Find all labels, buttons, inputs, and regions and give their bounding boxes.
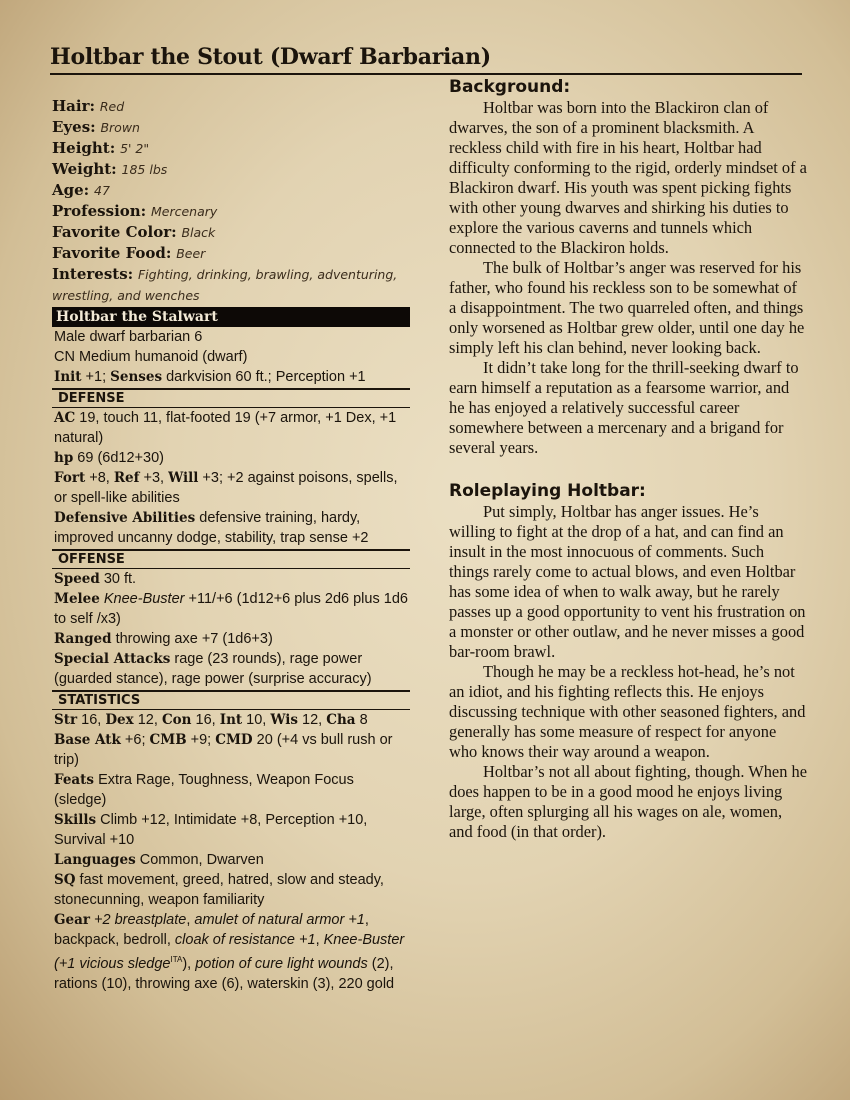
melee-attack [52,589,410,629]
gear-text: (2), rations (10), throwing axe (6), waterskin (3), 220 gold [54,955,395,992]
statistics-header: STATISTICS [52,690,410,710]
defense-header: DEFENSE [52,388,410,408]
stat-value: 30 ft. [103,571,137,587]
profile-value: Brown [100,120,140,135]
stat-value: Common, Dwarven [139,852,264,868]
creature-type: CN Medium humanoid (dwarf) [54,349,248,365]
stat-label: Dex [105,712,134,728]
gear-item: amulet of natural armor +1 [194,912,365,928]
profile-label: Favorite Color: [52,223,177,241]
profile-value: 5' 2" [120,141,150,156]
stat-label: hp [54,450,74,466]
gear-superscript: ITA [170,955,183,964]
stat-label: Base Atk [54,732,121,748]
profile-interests [52,264,422,306]
stat-label: Cha [326,712,356,728]
profile-label: Eyes: [52,118,96,136]
stat-block [52,307,410,994]
profile-label: Height: [52,139,116,157]
stat-value: 16, [195,712,216,728]
profile-label: Weight: [52,160,117,178]
profile-label: Favorite Food: [52,244,172,262]
stat-value: +3, [143,470,165,486]
offense-header: OFFENSE [52,549,410,569]
stat-value: +3; +2 against poisons, spells, or spell-like abilities [54,470,398,506]
profile-favorite-color [52,222,422,243]
stat-value: +11/+6 (1d12+6 plus 2d6 plus 1d6 to self /x3) [54,591,408,627]
profile-weight [52,159,422,180]
stat-label: Str [54,712,78,728]
gear-item: Knee-Buster (+1 vicious sledge [54,932,405,972]
profile-height [52,138,422,159]
stat-label: Fort [54,470,86,486]
stat-label: Defensive Abilities [54,510,196,526]
stat-value: throwing axe +7 (1d6+3) [115,631,273,647]
gear-item: potion of cure light wounds [195,955,368,972]
stat-value: 12, [137,712,158,728]
background-paragraph: The bulk of Holtbar’s anger was reserved for his father, who found his reckless son to be somewhat of a disappointment. The two quarreled often, and things only worsened as Holtbar grew older, until one day he simply left his clan behind, never looking back. [449,258,805,357]
stat-label: Speed [54,571,100,587]
stat-label: Con [161,712,192,728]
background-paragraph: Holtbar was born into the Blackiron clan of dwarves, the son of a prominent blacksmith. A reckless child with fire in his heart, Holtbar had difficulty conforming to the rigid, orderly mindset of a Blackiron dwarf. His youth was spent picking fights with other young dwarves and shirking his duties to explore the various caverns and tunnels which connected to the Blackiron holds. [449,98,807,257]
stat-value: 8 [359,712,368,728]
stat-value: 69 (6d12+30) [77,450,164,466]
weapon-name: Knee-Buster [103,591,185,607]
init-senses [52,367,410,387]
profile-age [52,180,422,201]
stat-value: 12, [302,712,323,728]
narrative-column [449,76,807,842]
stat-label: Melee [54,591,100,607]
stat-value: +1; [85,369,107,385]
page-title: Holtbar the Stout (Dwarf Barbarian) [50,44,491,70]
stat-value: rage (23 rounds), rage power (guarded stance), rage power (surprise accuracy) [54,651,372,687]
profile-value: 185 lbs [121,162,168,177]
profile-value: Red [99,99,125,114]
gear-text: ), [182,955,192,972]
stat-label: Skills [54,812,97,828]
speed [52,569,410,589]
gear: Gear +2 breastplate, amulet of natural armor +1, backpack, bedroll, cloak of resistance +1, Knee-Buster (+1 vicious sledge$^{ITA}$), potion of cure light wounds (2), rations (10), throwing axe (6), waterskin (3), 220 gold [54,912,405,992]
ranged-attack [52,629,410,649]
stat-value: 16, [81,712,102,728]
stat-label: Int [219,712,243,728]
skills [52,810,410,850]
profile-list [52,96,422,306]
stat-value: Extra Rage, Toughness, Weapon Focus (sledge) [54,772,354,808]
special-attacks [52,649,410,689]
stat-value: darkvision 60 ft.; Perception +1 [166,369,366,385]
feats [52,770,410,810]
profile-value: Fighting, drinking, brawling, adventuring, wrestling, and wenches [52,267,398,303]
background-paragraph: It didn’t take long for the thrill-seeking dwarf to earn himself a reputation as a fearsome warrior, and he has enjoyed a relatively successful career somewhere between a mercenary and a brigand for several years. [449,358,799,457]
stat-label: Languages [54,852,136,868]
stat-label: Will [168,470,199,486]
hit-points [52,448,410,468]
gear-item: cloak of resistance +1 [174,932,316,948]
languages [52,850,410,870]
background-heading: Background: [449,77,571,97]
stat-label: AC [54,410,76,426]
stat-label: Feats [54,772,95,788]
stat-label: Gear [54,912,90,928]
stat-value: fast movement, greed, hatred, slow and steady, stonecunning, weapon familiarity [54,872,384,908]
roleplaying-heading: Roleplaying Holtbar: [449,481,646,501]
profile-value: 47 [94,183,110,198]
stat-label: Init [54,369,82,385]
section-spacer [449,458,807,480]
stat-value: Climb +12, Intimidate +8, Perception +10, Survival +10 [54,812,368,848]
profile-eyes [52,117,422,138]
profile-value: Black [181,225,216,240]
roleplaying-paragraph: Put simply, Holtbar has anger issues. He’s willing to fight at the drop of a hat, and can find an insult in the most innocuous of comments. Such things rarely come to actual blows, and even Holtbar has some idea of when to walk away, but he rarely passes up a good opportunity to vent his frustration on a monster or other outlaw, and he never misses a good bar-room brawl. [449,502,806,661]
gear-item: +2 breastplate [94,912,187,928]
profile-label: Interests: [52,265,134,283]
roleplaying-paragraph: Holtbar’s not all about fighting, though. When he does happen to be in a good mood he enjoys living large, often splurging all his wages on ale, women, and food (in that order). [449,762,807,841]
profile-favorite-food [52,243,422,264]
stat-value: defensive training, hardy, improved uncanny dodge, stability, trap sense +2 [54,510,369,546]
profile-value: Mercenary [151,204,218,219]
stat-label: CMD [215,732,253,748]
special-qualities [52,870,410,910]
armor-class [52,408,410,448]
stat-label: Wis [270,712,299,728]
race-class: Male dwarf barbarian 6 [54,329,203,345]
stat-value: 19, touch 11, flat-footed 19 (+7 armor, +1 Dex, +1 natural) [54,410,397,446]
stat-label: Ranged [54,631,112,647]
stat-value: +8, [89,470,110,486]
defensive-abilities [52,508,410,548]
profile-hair [52,96,422,117]
profile-label: Hair: [52,97,96,115]
gear-text: , [315,932,320,948]
combat-maneuvers [52,730,410,770]
profile-value: Beer [176,246,206,261]
saving-throws [52,468,410,508]
ability-scores [52,710,410,730]
stat-value: +9; [190,732,212,748]
profile-profession [52,201,422,222]
roleplaying-paragraph: Though he may be a reckless hot-head, he’s not an idiot, and his fighting reflects this. He enjoys discussing technique with other seasoned fighters, and generally has some measure of respect for anyone who knows their way around a weapon. [449,662,806,761]
gear-text: , backpack, bedroll, [54,912,369,948]
stat-label: Senses [110,369,163,385]
stat-label: Special Attacks [54,651,171,667]
title-rule [50,73,802,75]
profile-label: Profession: [52,202,147,220]
stat-block-title: Holtbar the Stalwart [52,307,410,327]
stat-label: SQ [54,872,76,888]
stat-label: Ref [113,470,140,486]
stat-value: +6; [124,732,146,748]
stat-value: 20 (+4 vs bull rush or trip) [54,732,393,768]
profile-label: Age: [52,181,90,199]
stat-value: 10, [246,712,267,728]
stat-label: CMB [149,732,187,748]
